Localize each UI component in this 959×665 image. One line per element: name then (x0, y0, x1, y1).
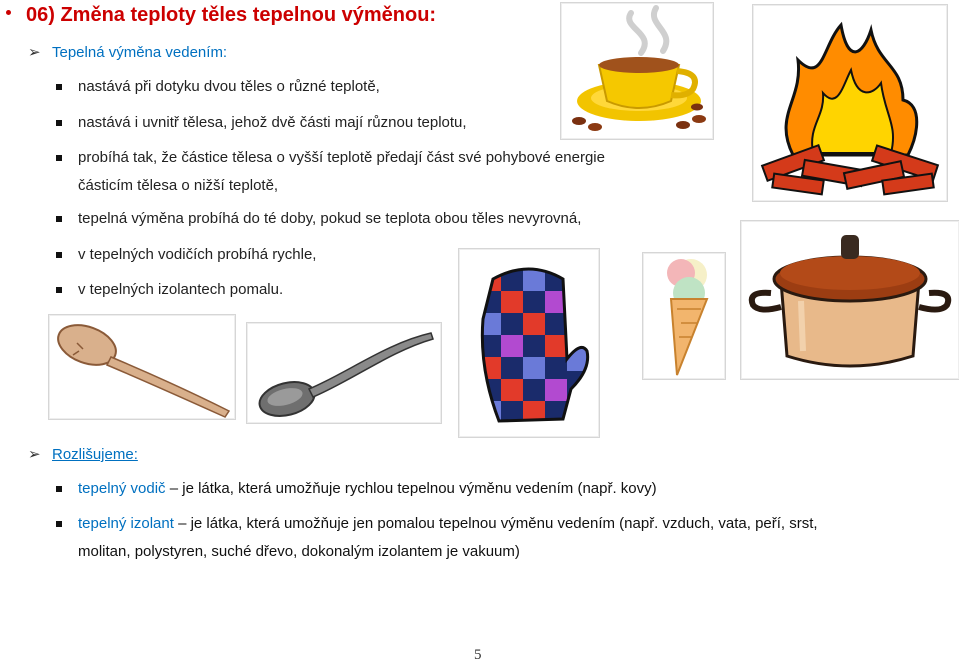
definition-conductor (78, 480, 657, 498)
list-item: tepelná výměna probíhá do té doby, pokud se teplota obou těles nevyrovná, (78, 210, 582, 227)
ice-cream-cone-picture (642, 252, 726, 380)
definition-conductor-text: – je látka, která umožňuje rychlou tepelnou výměnu vedením (např. kovy) (165, 480, 657, 497)
square-bullet-icon (56, 252, 62, 258)
list-item: probíhá tak, že částice tělesa o vyšší teplotě předají část své pohybové energie (78, 149, 605, 166)
list-item: v tepelných vodičích probíhá rychle, (78, 246, 317, 263)
square-bullet-icon (56, 120, 62, 126)
list-item: nastává i uvnitř tělesa, jehož dvě části mají různou teplotu, (78, 114, 467, 131)
list-item: nastává při dotyku dvou těles o různé teplotě, (78, 78, 380, 95)
term-conductor: tepelný vodič (78, 480, 166, 497)
page-title: 06) Změna teploty těles tepelnou výměnou: (26, 4, 437, 26)
square-bullet-icon (56, 216, 62, 222)
metal-spoon-picture (246, 322, 442, 424)
definition-insulator-continuation: molitan, polystyren, suché dřevo, dokonalým izolantem je vakuum) (78, 543, 520, 560)
wooden-spoon-picture (48, 314, 236, 420)
list-item-continuation: částicím tělesa o nižší teplotě, (78, 177, 279, 194)
square-bullet-icon (56, 155, 62, 161)
definition-insulator-text: – je látka, která umožňuje jen pomalou tepelnou výměnu vedením (např. vzduch, vata, peří, srst, (173, 515, 818, 532)
definition-insulator (78, 515, 818, 533)
square-bullet-icon (56, 287, 62, 293)
square-bullet-icon (56, 521, 62, 527)
square-bullet-icon (56, 486, 62, 492)
term-insulator: tepelný izolant (78, 515, 174, 532)
campfire-picture (752, 4, 948, 202)
title-bullet (6, 10, 11, 15)
page-number: 5 (474, 647, 482, 663)
cooking-pot-picture (740, 220, 959, 380)
section-heading-distinguish: Rozlišujeme: (52, 446, 138, 463)
list-item: v tepelných izolantech pomalu. (78, 281, 284, 298)
square-bullet-icon (56, 84, 62, 90)
coffee-cup-picture (560, 2, 714, 140)
oven-mitt-picture (458, 248, 600, 438)
arrow-bullet-icon: ➢ (28, 446, 41, 463)
arrow-bullet-icon: ➢ (28, 44, 41, 61)
section-heading-conduction: Tepelná výměna vedením: (52, 44, 228, 61)
